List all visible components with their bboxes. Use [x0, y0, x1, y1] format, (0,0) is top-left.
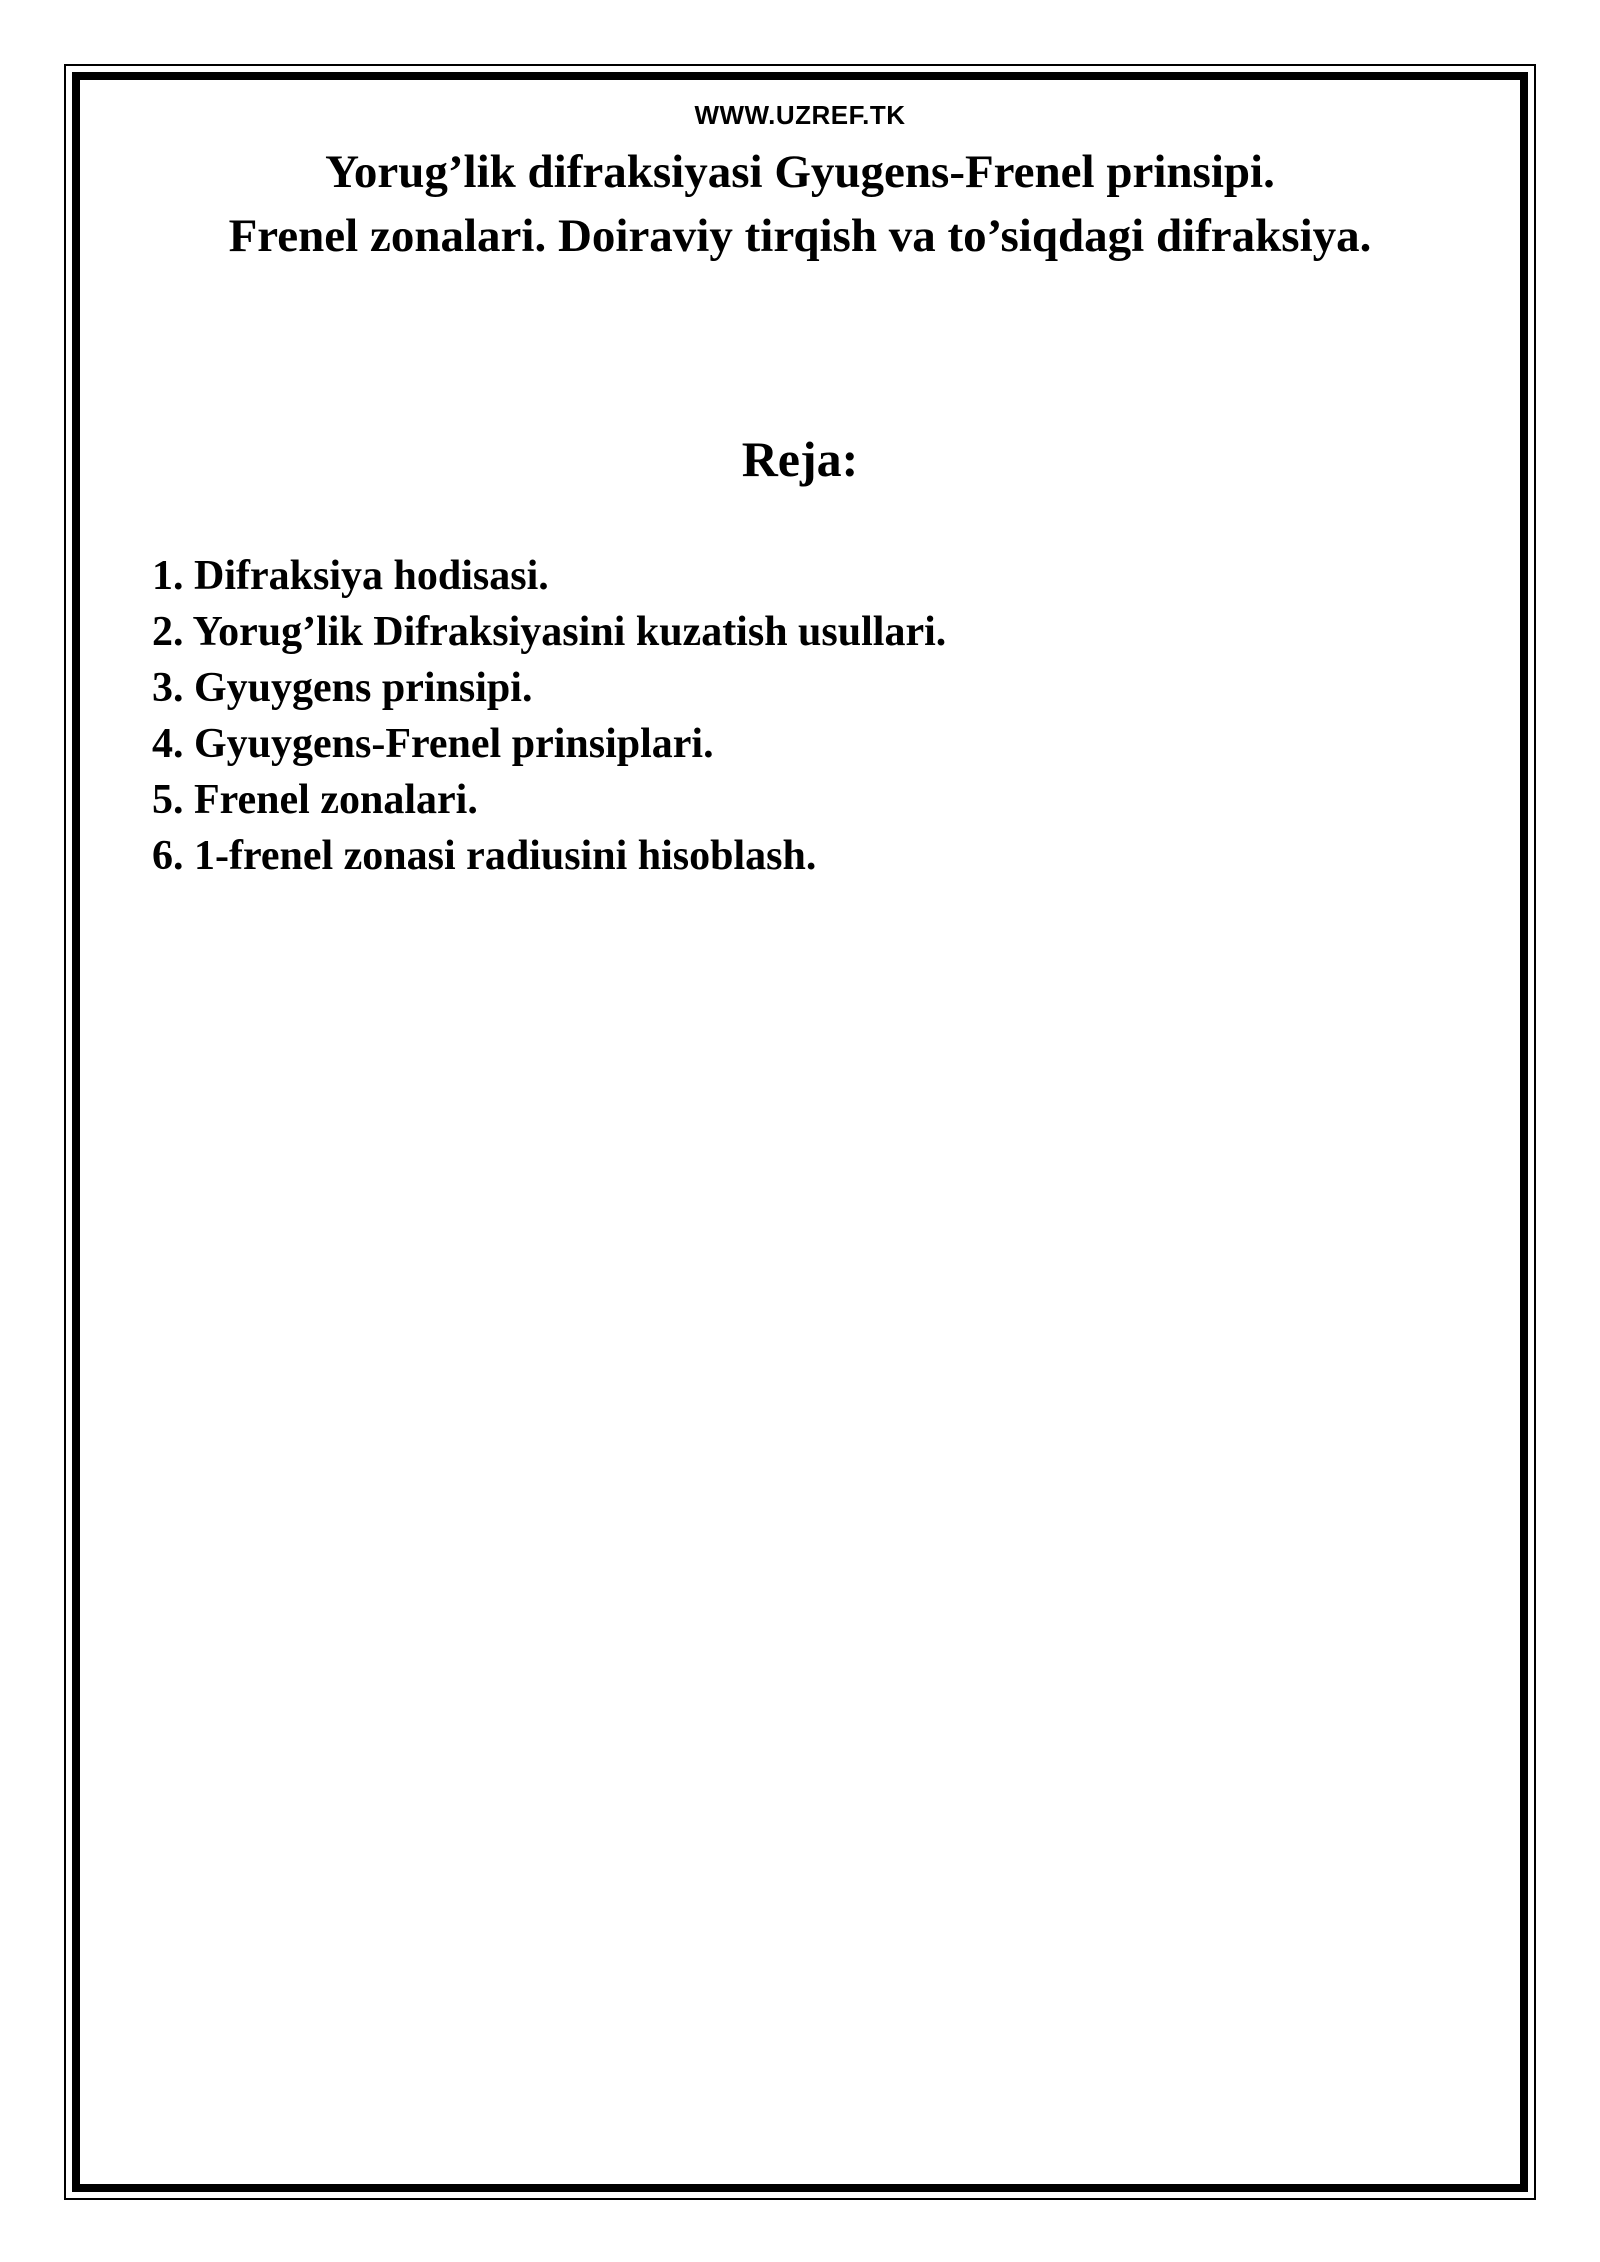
document-title	[0, 140, 1600, 268]
page-border-inner	[72, 72, 1528, 2192]
plan-item-4: 4. Gyuygens-Frenel prinsiplari.	[152, 721, 714, 767]
plan-item-2: 2. Yorug’lik Difraksiyasini kuzatish usullari.	[152, 609, 947, 655]
title-line-2: Frenel zonalari. Doiraviy tirqish va to’siqdagi difraksiya.	[228, 210, 1372, 262]
plan-item-1: 1. Difraksiya hodisasi.	[152, 553, 549, 599]
plan-list	[152, 548, 946, 884]
website-label: WWW.UZREF.TK	[694, 100, 906, 130]
plan-item-6: 6. 1-frenel zonasi radiusini hisoblash.	[152, 833, 817, 879]
plan-item-3: 3. Gyuygens prinsipi.	[152, 665, 533, 711]
plan-heading: Reja:	[741, 431, 859, 487]
title-line-1: Yorug’lik difraksiyasi Gyugens-Frenel prinsipi.	[325, 146, 1275, 198]
plan-item-5: 5. Frenel zonalari.	[152, 777, 478, 823]
